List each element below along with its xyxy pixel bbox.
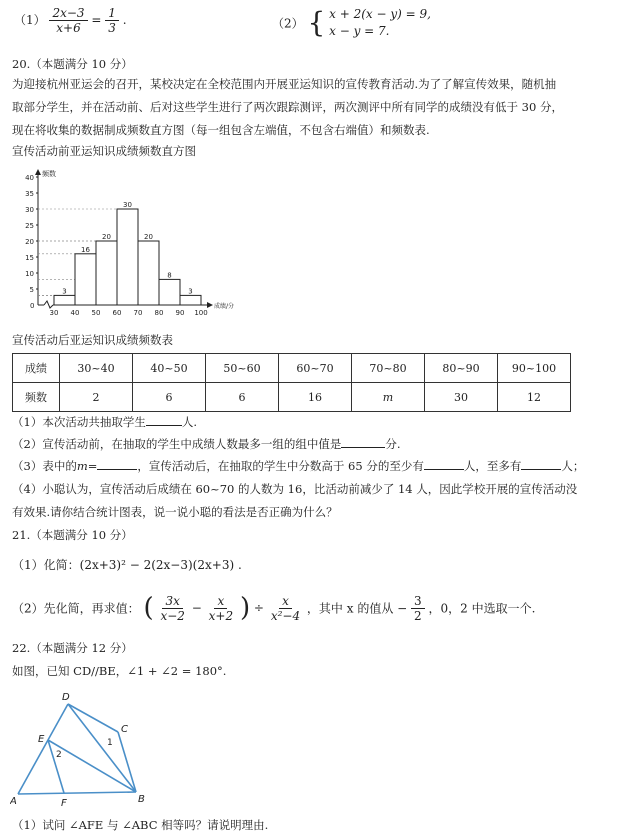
- q21-frac1: [157, 594, 187, 623]
- label-F: F: [61, 798, 67, 809]
- answer-blank[interactable]: [97, 469, 137, 470]
- x-axis-arrow: [207, 302, 213, 308]
- label-A: A: [10, 796, 17, 807]
- q21-frac4: [411, 594, 425, 623]
- q19-p2-label: （2）: [272, 16, 304, 31]
- histogram-bar: [96, 241, 117, 305]
- q21-div: ÷: [253, 601, 264, 615]
- x-axis-break: [44, 301, 53, 308]
- q21-f3-den: x²−4: [270, 608, 301, 623]
- y-tick-label: 5: [29, 286, 34, 294]
- q21-part1: （1）化简：(2x+3)² − 2(2x−3)(2x+3) .: [12, 558, 242, 572]
- table-cell-range: 70~80: [352, 354, 425, 383]
- answer-blank[interactable]: [146, 425, 182, 426]
- bar-value-label: 20: [102, 233, 111, 241]
- q19-p1-rhs: [105, 6, 119, 35]
- y-axis-label: 频数: [42, 170, 56, 178]
- table-cell-count: 30: [425, 383, 498, 412]
- x-axis-label: 成绩/分: [214, 303, 235, 310]
- x-tick-label: 80: [154, 309, 164, 317]
- q20-sub3-end: 人；: [561, 459, 585, 473]
- q19-p1-num: 2x−3: [49, 6, 87, 21]
- q20-intro-2: 取部分学生，并在活动前、后对这些学生进行了两次跟踪测评，两次测评中所有同学的成绩没有低于 30 分，: [12, 100, 563, 114]
- histogram-bar: [138, 241, 159, 305]
- y-axis-arrow: [35, 169, 41, 175]
- q21-title: 21.（本题满分 10 分）: [12, 528, 133, 542]
- table-cell-count: 16: [279, 383, 352, 412]
- histogram-chart: [12, 165, 242, 325]
- q21-f1-den: x−2: [160, 608, 185, 623]
- q21-minus: −: [191, 601, 202, 615]
- x-tick-label: 70: [133, 309, 143, 317]
- q20-sub3-eq: =: [87, 459, 98, 473]
- label-E: E: [38, 734, 45, 745]
- q19-p1-fraction: [49, 6, 87, 35]
- y-tick-label: 20: [25, 238, 34, 246]
- table-row-ranges: [13, 354, 571, 383]
- bar-value-label: 20: [144, 233, 153, 241]
- q21-p2-text3: ，0，2 中选取一个.: [428, 601, 536, 616]
- q20-sub2-end: 分.: [385, 437, 401, 451]
- table-cell-count: 6: [206, 383, 279, 412]
- angle-1-label: 1: [107, 738, 113, 748]
- table-cell-range: 40~50: [133, 354, 206, 383]
- q22-sub1: （1）试问 ∠AFE 与 ∠ABC 相等吗？请说明理由.: [12, 818, 269, 832]
- bar-value-label: 8: [167, 271, 172, 280]
- q19-p1-den: x+6: [56, 21, 81, 35]
- table-cell-range: 30~40: [60, 354, 133, 383]
- bar-value-label: 16: [81, 245, 90, 254]
- q20-sub4-2: 有效果.请你结合统计图表，说一说小聪的看法是否正确为什么？: [12, 505, 338, 519]
- table-cell-count-m: m: [352, 383, 425, 412]
- histogram-bar: [117, 209, 138, 305]
- q21-p2-text: （2）先化简，再求值：: [12, 601, 140, 616]
- q19-part1: [14, 6, 127, 35]
- q21-f4-den: 2: [414, 608, 422, 623]
- q19-eq1: x + 2(x − y) = 9,: [329, 7, 431, 21]
- y-tick-label: 35: [25, 190, 34, 198]
- table-cell-count: 2: [60, 383, 133, 412]
- table-cell-count: 12: [498, 383, 571, 412]
- q20-sub1: [12, 414, 197, 430]
- table-cell-range: 50~60: [206, 354, 279, 383]
- q21-f2-num: x: [214, 594, 227, 609]
- q20-sub3-text: （3）表中的: [12, 459, 77, 473]
- q21-p2-text2: ，其中 x 的值从 −: [306, 601, 408, 616]
- label-C: C: [121, 724, 128, 735]
- y-tick-label: 40: [25, 174, 34, 182]
- x-tick-label: 100: [194, 309, 208, 317]
- q19-p1-rhs-num: 1: [105, 6, 119, 21]
- paren-close: ): [239, 593, 251, 623]
- segment-DC: [68, 704, 118, 732]
- q21-f3-num: x: [279, 594, 292, 609]
- q21-frac2: [206, 594, 236, 623]
- q19-brace: {: [307, 6, 326, 39]
- q21-f2-den: x+2: [208, 608, 234, 623]
- table-cell-range: 90~100: [498, 354, 571, 383]
- answer-blank[interactable]: [521, 469, 561, 470]
- q19-p1-label: （1）: [14, 13, 46, 27]
- table-cell-range: 60~70: [279, 354, 352, 383]
- q22-intro: 如图，已知 CD//BE，∠1 + ∠2 = 180°.: [12, 664, 227, 678]
- geometry-figure: [10, 690, 190, 820]
- bar-value-label: 3: [188, 287, 193, 296]
- paren-open: (: [143, 593, 154, 623]
- y-tick-label: 30: [25, 206, 34, 214]
- q21-frac3: [268, 594, 303, 623]
- histogram-bar: [159, 279, 180, 305]
- q19-p1-eq: =: [91, 13, 102, 27]
- q20-intro-3: 现在将收集的数据制成频数直方图（每一组包含左端值，不包含右端值）和频数表.: [12, 123, 430, 137]
- y-tick-label: 25: [25, 222, 34, 230]
- segment-DB: [68, 704, 136, 792]
- q21-f1-num: 3x: [162, 594, 182, 609]
- table-cell-count: 6: [133, 383, 206, 412]
- frequency-table: [12, 353, 571, 412]
- y-tick-label: 10: [25, 270, 34, 278]
- q20-sub2: [12, 436, 400, 452]
- x-tick-label: 50: [91, 309, 101, 317]
- q20-sub1-text: （1）本次活动共抽取学生: [12, 415, 146, 429]
- angle-2-label: 2: [56, 750, 62, 760]
- answer-blank[interactable]: [424, 469, 464, 470]
- y-tick-label: 0: [30, 302, 35, 310]
- q20-sub1-end: 人.: [181, 415, 197, 429]
- q19-system: [329, 6, 431, 40]
- q22-title: 22.（本题满分 12 分）: [12, 641, 133, 655]
- answer-blank[interactable]: [341, 447, 385, 448]
- q20-sub3-m: m: [76, 459, 88, 473]
- x-tick-label: 90: [175, 309, 185, 317]
- q19-p1-end: .: [122, 13, 127, 27]
- table-caption: 宣传活动后亚运知识成绩频数表: [12, 333, 173, 347]
- histogram-caption: 宣传活动前亚运知识成绩频数直方图: [12, 144, 196, 158]
- bar-value-label: 3: [62, 287, 67, 296]
- q19-p1-rhs-den: 3: [108, 21, 116, 35]
- q19-part2: [272, 6, 431, 40]
- table-cell-range: 80~90: [425, 354, 498, 383]
- label-B: B: [138, 794, 145, 805]
- q20-sub3-text3: 人，至多有: [463, 459, 522, 473]
- x-tick-label: 30: [49, 309, 59, 317]
- segment-AB: [18, 792, 136, 794]
- table-header-count: 频数: [13, 383, 60, 412]
- table-header-score: 成绩: [13, 354, 60, 383]
- y-tick-label: 15: [25, 254, 34, 262]
- x-tick-label: 60: [112, 309, 122, 317]
- q20-sub3-text2: ，宣传活动后，在抽取的学生中分数高于 65 分的至少有: [137, 459, 424, 473]
- q20-title: 20.（本题满分 10 分）: [12, 57, 133, 71]
- table-row-counts: [13, 383, 571, 412]
- q20-sub3: [12, 458, 584, 474]
- histogram-bar: [75, 254, 96, 305]
- q20-sub2-text: （2）宣传活动前，在抽取的学生中成绩人数最多一组的组中值是: [12, 437, 342, 451]
- q21-part2: [12, 593, 535, 623]
- q20-intro-1: 为迎接杭州亚运会的召开，某校决定在全校范围内开展亚运知识的宣传教育活动.为了了解宣传效果，随机抽: [12, 77, 557, 91]
- label-D: D: [62, 692, 70, 703]
- q20-sub4-1: （4）小聪认为，宣传活动后成绩在 60~70 的人数为 16，比活动前减少了 14 人，因此学校开展的宣传活动没: [12, 482, 578, 496]
- histogram-bar: [54, 295, 75, 305]
- bar-value-label: 30: [123, 201, 132, 209]
- q21-f4-num: 3: [411, 594, 425, 609]
- x-tick-label: 40: [70, 309, 80, 317]
- histogram-bar: [180, 295, 201, 305]
- q19-eq2: x − y = 7.: [329, 24, 390, 38]
